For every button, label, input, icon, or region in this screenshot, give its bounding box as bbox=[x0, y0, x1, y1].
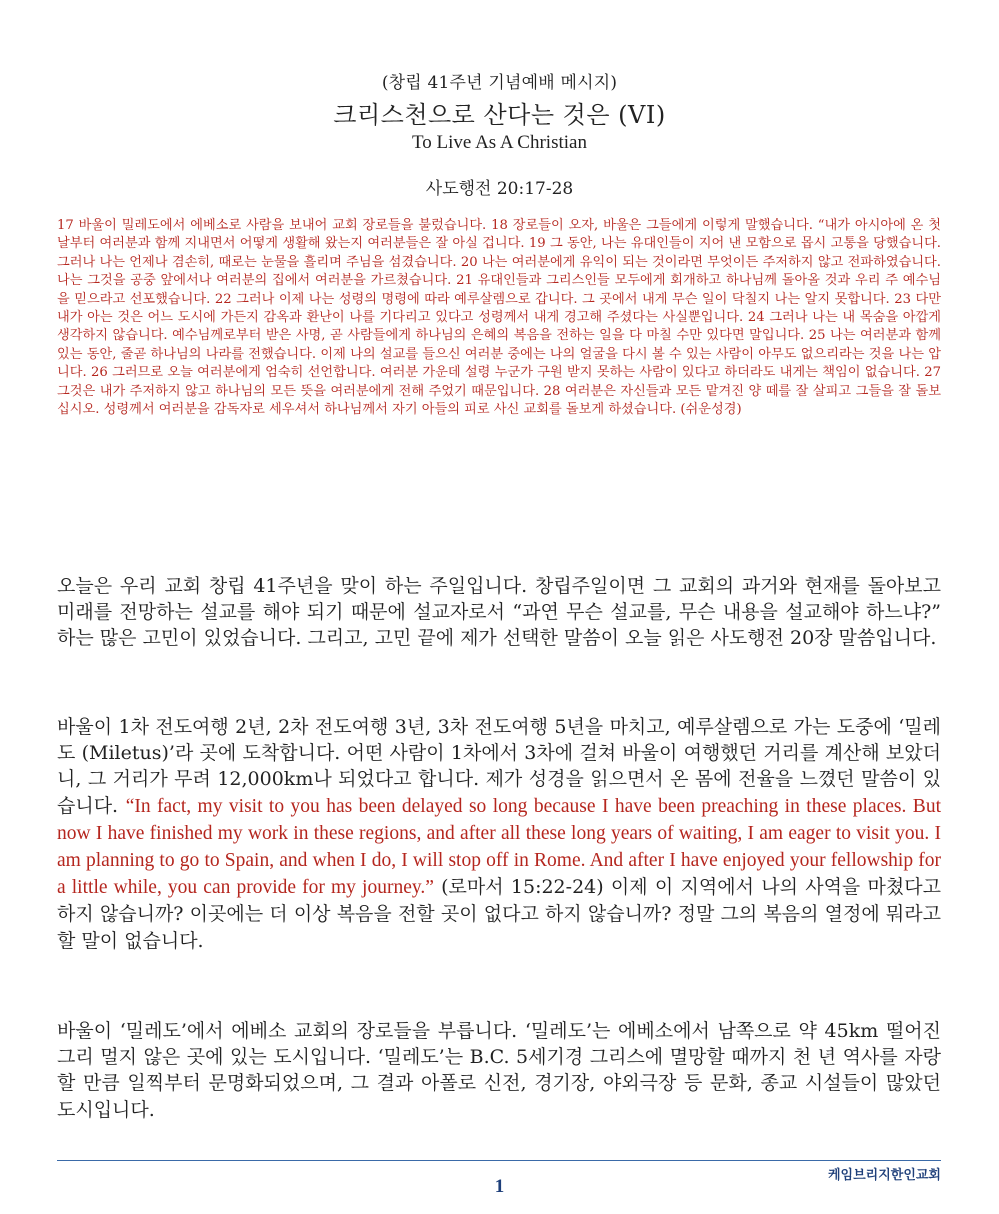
body-paragraph-3: 바울이 ‘밀레도’에서 에베소 교회의 장로들을 부릅니다. ‘밀레도’는 에베소에서 남쪽으로 약 45km 떨어진 그리 멀지 않은 곳에 있는 도시입니다. ‘밀레도’는 B.C. 5세기경 그리스에 멸망할 때까지 천 년 역사를 자랑할 만큼 일찍부터 문명화되었으며, 그 결과 아폴로 신전, 경기장, 야외극장 등 문화, 종교 시설들이 많았던 도시입니다. bbox=[57, 1020, 941, 1121]
footer-divider bbox=[57, 1160, 941, 1161]
paragraph-2-conclusion: (로마서 15:22-24) 이제 이 지역에서 나의 사역을 마쳤다고 하지 않습니까? 이곳에는 더 이상 복음을 전할 곳이 없다고 하지 않습니까? 정말 그의 복음의 열정에 뭐라고 할 말이 없습니다. bbox=[57, 876, 941, 952]
body-paragraph-2 bbox=[57, 714, 941, 954]
scripture-reference: 사도행전 20:17-28 bbox=[425, 179, 574, 199]
page-number: 1 bbox=[494, 1176, 505, 1197]
english-quotation: “In fact, my visit to you has been delayed so long because I have been preaching in these places. But now I have finished my work in these regions, and after all these long years of waiting, I am eager to visit you. I am planning to go to Spain, and when I do, I will stop off in Rome. And after I have enjoyed your fellowship for a little while, you can provide for my journey.” bbox=[57, 795, 941, 899]
church-name: 케임브리지한인교회 bbox=[827, 1168, 941, 1183]
sermon-title-english: To Live As A Christian bbox=[412, 132, 587, 153]
scripture-passage: 17 바울이 밀레도에서 에베소로 사람을 보내어 교회 장로들을 불렀습니다. 18 장로들이 오자, 바울은 그들에게 이렇게 말했습니다. “내가 아시아에 온 첫날부터 여러분과 함께 지내면서 어떻게 생활해 왔는지 여러분들은 잘 아실 겁니다. 19 그 동안, 나는 유대인들이 지어 낸 모함으로 몹시 고통을 당했습니다. 그러나 나는 언제나 겸손히, 때로는 눈물을 흘리며 주님을 섬겼습니다. 20 나는 여러분에게 유익이 되는 것이라면 무엇이든 주저하지 않고 전파하였습니다. 나는 그것을 공중 앞에서나 여러분의 집에서 여러분을 가르쳤습니다. 21 유대인들과 그리스인들 모두에게 회개하고 하나님께 돌아올 것과 우리 주 예수님을 믿으라고 선포했습니다. 22 그러나 이제 나는 성령의 명령에 따라 예루살렘으로 갑니다. 그 곳에서 내게 무슨 일이 닥칠지 나는 알지 못합니다. 23 다만 내가 아는 것은 어느 도시에 가든지 감옥과 환난이 나를 기다리고 있다고 성령께서 내게 경고해 주셨다는 사실뿐입니다. 24 그러나 나는 내 목숨을 아깝게 생각하지 않습니다. 예수님께로부터 받은 사명, 곧 사람들에게 하나님의 은혜의 복음을 전하는 일을 다 마칠 수만 있다면 말입니다. 25 나는 여러분과 함께 있는 동안, 줄곧 하나님의 나라를 전했습니다. 이제 나의 설교를 들으신 여러분 중에는 나의 얼굴을 다시 볼 수 있는 사람이 아무도 없으리라는 것을 나는 압니다. 26 그러므로 오늘 여러분에게 엄숙히 선언합니다. 여러분 가운데 설령 누군가 구원 받지 못하는 사람이 있다고 하더라도 내게는 책임이 없습니다. 27 그것은 내가 주저하지 않고 하나님의 모든 뜻을 여러분에게 전해 주었기 때문입니다. 28 여러분은 자신들과 모든 맡겨진 양 떼를 잘 살피고 그들을 잘 돌보십시오. 성령께서 여러분을 감독자로 세우셔서 하나님께서 자기 아들의 피로 사신 교회를 돌보게 하셨습니다. (쉬운성경) bbox=[57, 218, 941, 418]
sermon-subtitle: (창립 41주년 기념예배 메시지) bbox=[381, 73, 618, 93]
body-paragraph-1: 오늘은 우리 교회 창립 41주년을 맞이 하는 주일입니다. 창립주일이면 그 교회의 과거와 현재를 돌아보고 미래를 전망하는 설교를 해야 되기 때문에 설교자로서 “과연 무슨 설교를, 무슨 내용을 설교해야 하느냐?” 하는 많은 고민이 있었습니다. 그리고, 고민 끝에 제가 선택한 말씀이 오늘 읽은 사도행전 20장 말씀입니다. bbox=[57, 575, 941, 650]
sermon-title-korean: 크리스천으로 산다는 것은 (VI) bbox=[333, 101, 666, 129]
paragraph-2-intro: 바울이 1차 전도여행 2년, 2차 전도여행 3년, 3차 전도여행 5년을 마치고, 예루살렘으로 가는 도중에 ‘밀레도 (Miletus)’라 곳에 도착합니다. 어떤 사람이 1차에서 3차에 걸쳐 바울이 여행했던 거리를 계산해 보았더니, 그 거리가 무려 12,000km나 되었다고 합니다. 제가 성경을 읽으면서 온 몸에 전율을 느꼈던 말씀이 있습니다. bbox=[57, 716, 941, 817]
